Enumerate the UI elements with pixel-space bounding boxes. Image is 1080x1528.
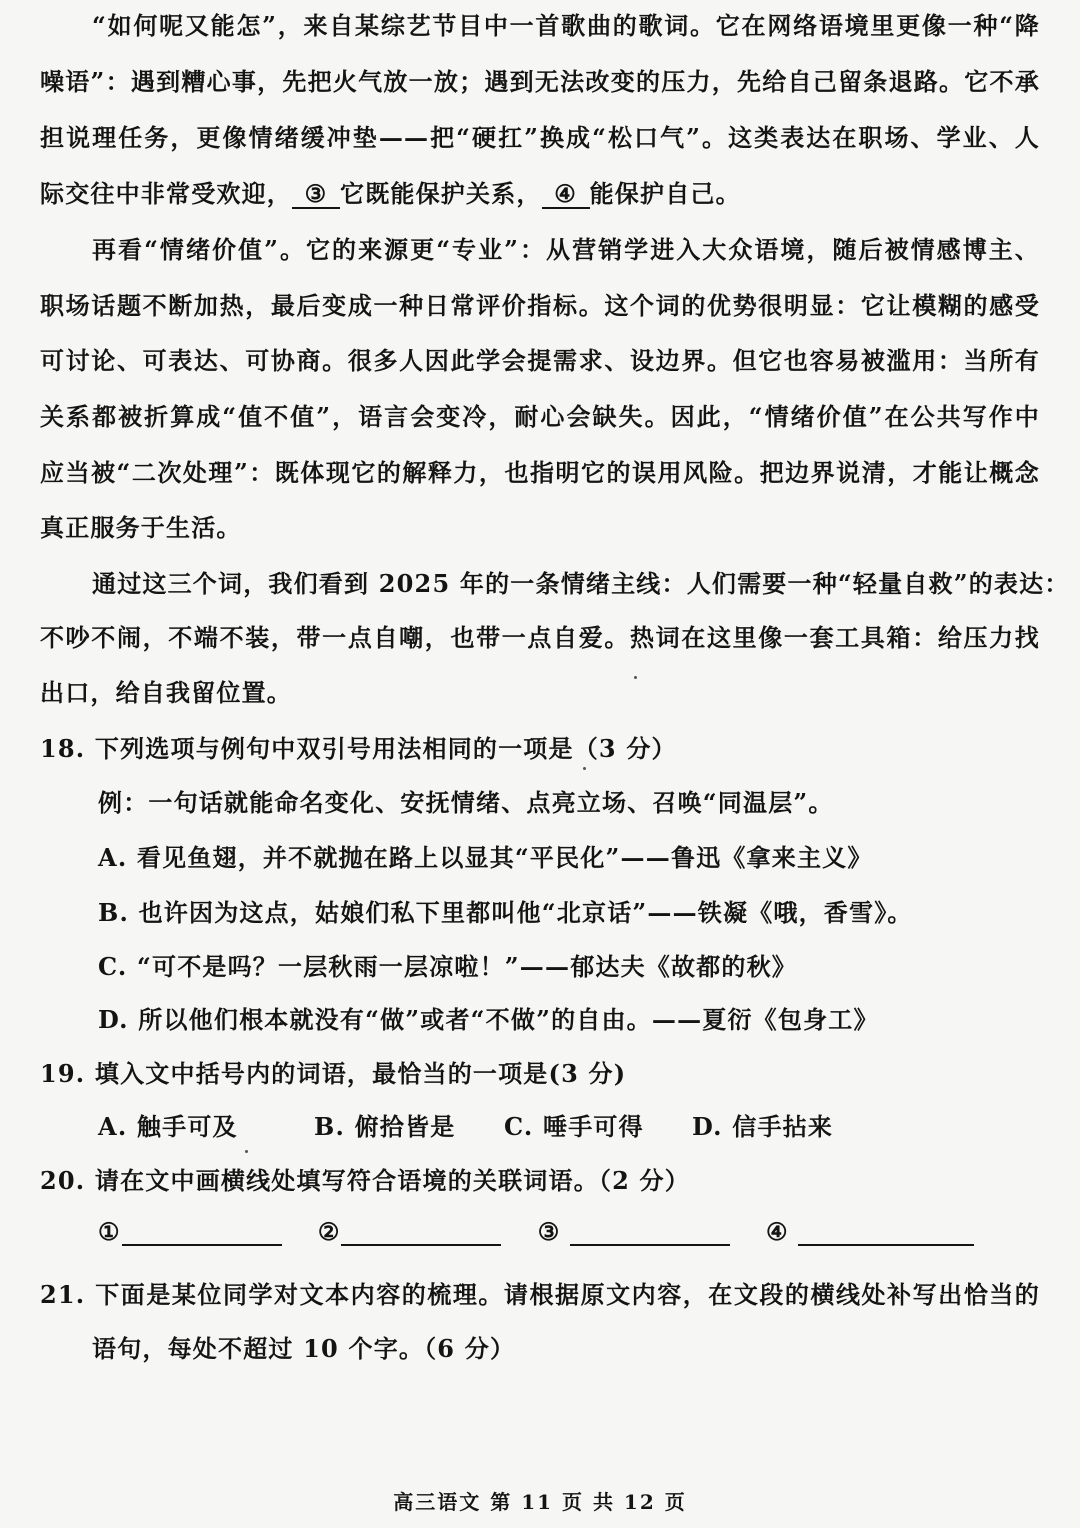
blank-4: ④ (542, 181, 590, 209)
q20-answer-1-number: ① (98, 1217, 120, 1246)
q20-answer-3[interactable] (538, 1216, 730, 1248)
scan-speck (634, 676, 637, 679)
passage-p1-line2: 噪语”：遇到糟心事，先把火气放一放；遇到无法改变的压力，先给自己留条退路。它不承 (40, 67, 1040, 96)
q20-answer-3-number: ③ (537, 1217, 560, 1246)
passage-p1-line4-text-a: 际交往中非常受欢迎， (40, 179, 292, 208)
passage-p1-line3: 担说理任务，更像情绪缓冲垫——把“硬扛”换成“松口气”。这类表达在职场、学业、人 (40, 123, 1040, 152)
scan-speck (583, 767, 586, 770)
q20-answer-4-line[interactable] (798, 1244, 974, 1246)
q20-answer-row (98, 1216, 1002, 1248)
passage-p2-line1: 再看“情绪价值”。它的来源更“专业”：从营销学进入大众语境，随后被情感博主、 (92, 235, 1040, 264)
passage-p1-line4 (40, 178, 1040, 210)
q18-option-b: B. 也许因为这点，姑娘们私下里都叫他“北京话”——铁凝《哦，香雪》。 (98, 898, 913, 927)
q19-option-c: C. 唾手可得 (504, 1112, 644, 1141)
passage-p3-line1: 通过这三个词，我们看到 2025 年的一条情绪主线：人们需要一种“轻量自救”的表达： (92, 569, 1070, 598)
passage-p2-line6: 真正服务于生活。 (40, 513, 242, 542)
q19-stem: 19. 填入文中括号内的词语，最恰当的一项是(3 分) (40, 1059, 627, 1088)
q18-stem: 18. 下列选项与例句中双引号用法相同的一项是（3 分） (40, 734, 677, 763)
passage-p2-line5: 应当被“二次处理”：既体现它的解释力，也指明它的误用风险。把边界说清，才能让概念 (40, 458, 1040, 487)
passage-p3-line2: 不吵不闹，不端不装，带一点自嘲，也带一点自爱。热词在这里像一套工具箱：给压力找 (40, 623, 1040, 652)
passage-p1-line4-text-c: 能保护自己。 (589, 179, 741, 208)
q20-answer-1-line[interactable] (122, 1244, 282, 1246)
q18-option-d: D. 所以他们根本就没有“做”或者“不做”的自由。——夏衍《包身工》 (98, 1005, 879, 1034)
q20-answer-2[interactable] (318, 1216, 502, 1248)
page-footer: 高三语文 第 11 页 共 12 页 (393, 1490, 687, 1514)
scan-speck (245, 1150, 248, 1153)
q21-stem-line1: 21. 下面是某位同学对文本内容的梳理。请根据原文内容，在文段的横线处补写出恰当的 (40, 1280, 1040, 1309)
passage-p2-line4: 关系都被折算成“值不值”，语言会变冷，耐心会缺失。因此，“情绪价值”在公共写作中 (40, 402, 1040, 431)
q18-example: 例：一句话就能命名变化、安抚情绪、点亮立场、召唤“同温层”。 (98, 788, 834, 817)
q20-stem: 20. 请在文中画横线处填写符合语境的关联词语。（2 分） (40, 1166, 690, 1195)
q20-answer-3-line[interactable] (570, 1244, 730, 1246)
blank-3: ③ (292, 181, 340, 209)
passage-p2-line3: 可讨论、可表达、可协商。很多人因此学会提需求、设边界。但它也容易被滥用：当所有 (40, 346, 1040, 375)
passage-p3-line3: 出口，给自我留位置。 (40, 678, 292, 707)
q20-answer-2-number: ② (317, 1217, 340, 1246)
q18-option-a: A. 看见鱼翅，并不就抛在路上以显其“平民化”——鲁迅《拿来主义》 (98, 843, 873, 872)
q19-option-d: D. 信手拈来 (692, 1112, 834, 1141)
passage-p1-line1: “如何呢又能怎”，来自某综艺节目中一首歌曲的歌词。它在网络语境里更像一种“降 (92, 11, 1040, 40)
passage-p1-line4-text-b: 它既能保护关系， (340, 179, 542, 208)
q19-option-b: B. 俯拾皆是 (314, 1112, 456, 1141)
passage-p2-line2: 职场话题不断加热，最后变成一种日常评价指标。这个词的优势很明显：它让模糊的感受 (40, 291, 1040, 320)
q20-answer-4[interactable] (766, 1216, 974, 1248)
q18-option-c: C. “可不是吗？一层秋雨一层凉啦！”——郁达夫《故都的秋》 (98, 952, 797, 981)
q20-answer-2-line[interactable] (341, 1244, 501, 1246)
q20-answer-1[interactable] (98, 1216, 282, 1248)
q21-stem-line2: 语句，每处不超过 10 个字。（6 分） (92, 1334, 516, 1363)
q19-option-a: A. 触手可及 (98, 1112, 238, 1141)
q20-answer-4-number: ④ (765, 1217, 788, 1246)
